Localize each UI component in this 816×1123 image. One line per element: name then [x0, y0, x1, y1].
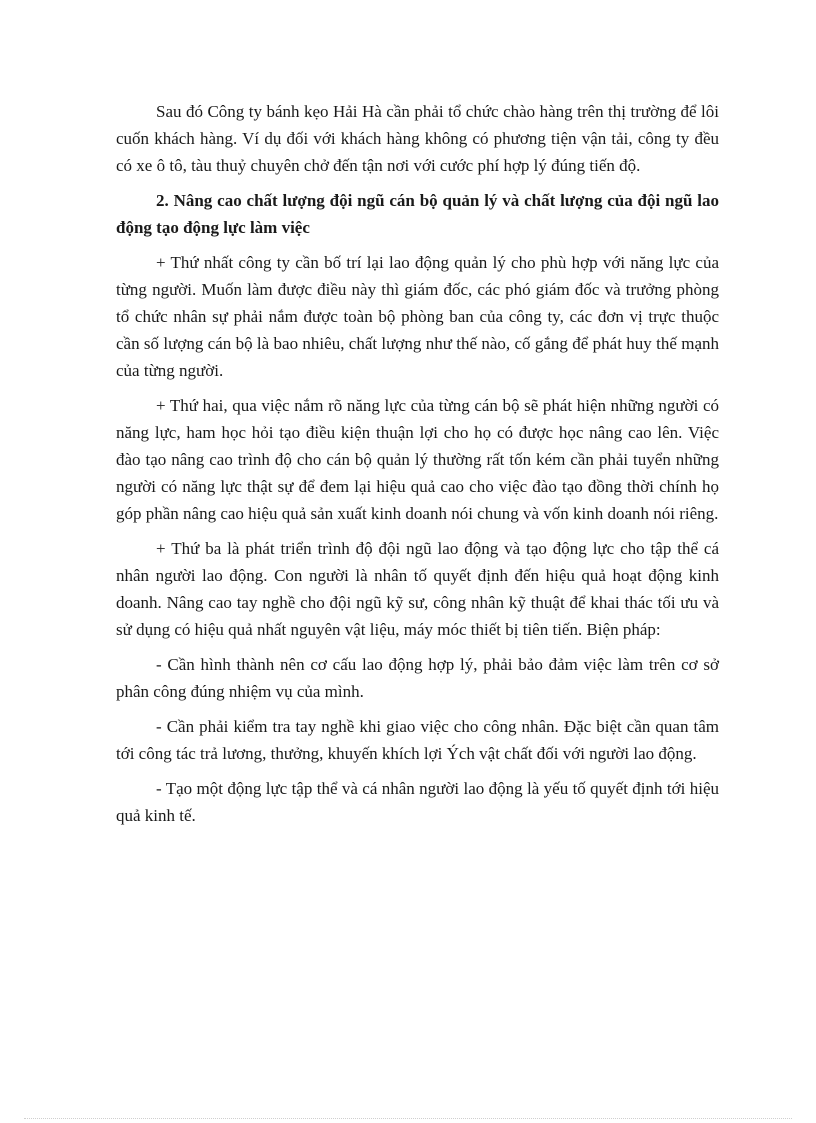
- bullet-motivation: - Tạo một động lực tập thể và cá nhân người lao động là yếu tố quyết định tới hiệu quả kinh tế.: [116, 779, 719, 825]
- paragraph-third-measure: + Thứ ba là phát triển trình độ đội ngũ lao động và tạo động lực cho tập thể cá nhân người lao động. Con người là nhân tố quyết định đến hiệu quả hoạt động kinh doanh. Nâng cao tay nghề cho đội ngũ kỹ sư, công nhân kỹ thuật để khai thác tối ưu và sử dụng có hiệu quả nhất nguyên vật liệu, máy móc thiết bị tiên tiến. Biện pháp:: [116, 539, 719, 639]
- page-bottom-divider: [24, 1118, 792, 1119]
- bullet-labor-structure: - Cần hình thành nên cơ cấu lao động hợp lý, phải bảo đảm việc làm trên cơ sở phân công đúng nhiệm vụ của mình.: [116, 655, 719, 701]
- paragraph-second-measure: + Thứ hai, qua việc nắm rõ năng lực của từng cán bộ sẽ phát hiện những người có năng lực, ham học hỏi tạo điều kiện thuận lợi cho họ có được học nâng cao lên. Việc đào tạo nâng cao trình độ cho cán bộ quản lý thường rất tốn kém cần phải tuyển những người có năng lực thật sự để đem lại hiệu quả cao cho việc đào tạo đồng thời chính họ góp phần nâng cao hiệu quả sản xuất kinh doanh nói chung và vốn kinh doanh nói riêng.: [116, 396, 719, 523]
- paragraph-sales-promotion: Sau đó Công ty bánh kẹo Hải Hà cần phải tổ chức chào hàng trên thị trường để lôi cuốn khách hàng. Ví dụ đối với khách hàng không có phương tiện vận tải, công ty đều có xe ô tô, tàu thuỷ chuyên chở đến tận nơi với cước phí hợp lý đúng tiến độ.: [116, 102, 719, 175]
- document-page: [116, 98, 719, 837]
- section-heading: 2. Nâng cao chất lượng đội ngũ cán bộ quản lý và chất lượng của đội ngũ lao động tạo động lực làm việc: [116, 191, 719, 237]
- bullet-skill-check: - Cần phải kiểm tra tay nghề khi giao việc cho công nhân. Đặc biệt cần quan tâm tới công tác trả lương, thưởng, khuyến khích lợi Ých vật chất đối với người lao động.: [116, 717, 719, 763]
- paragraph-first-measure: + Thứ nhất công ty cần bố trí lại lao động quản lý cho phù hợp với năng lực của từng người. Muốn làm được điều này thì giám đốc, các phó giám đốc và trưởng phòng tổ chức nhân sự phải nắm được toàn bộ phòng ban của công ty, các đơn vị trực thuộc cần số lượng cán bộ là bao nhiêu, chất lượng như thế nào, cố gắng để phát huy thế mạnh của từng người.: [116, 253, 719, 380]
